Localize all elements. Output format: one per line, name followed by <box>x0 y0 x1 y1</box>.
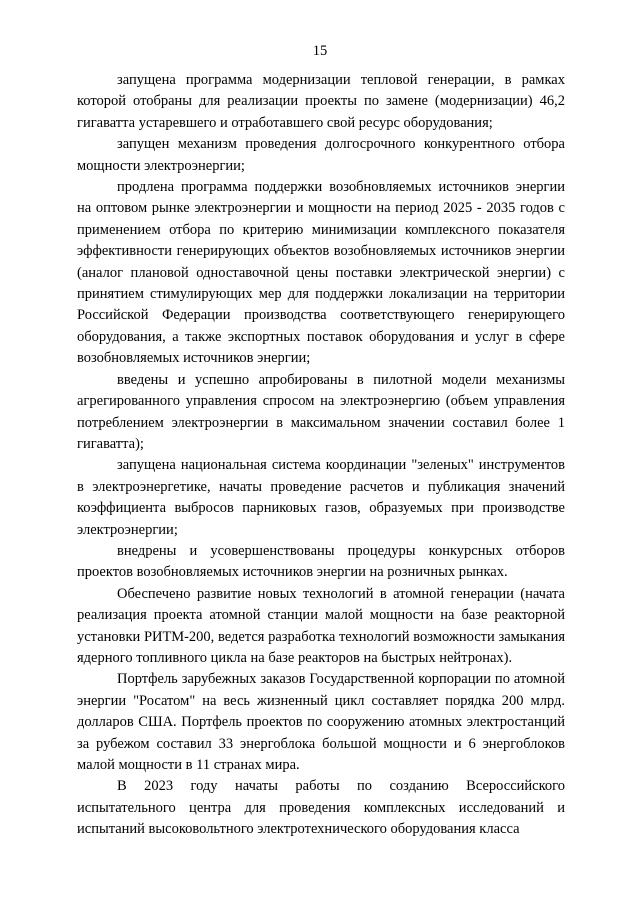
body-text <box>77 70 565 841</box>
paragraph: В 2023 году начаты работы по созданию Всероссийского испытательного центра для проведения комплексных исследований и испытаний высоковольтного электротехнического оборудования класса <box>77 778 565 838</box>
paragraph: введены и успешно апробированы в пилотной модели механизмы агрегированного управления спросом на электроэнергию (объем управления потреблением электроэнергии в максимальном значении составил более 1 гигаватта); <box>77 371 565 452</box>
paragraph: Обеспечено развитие новых технологий в атомной генерации (начата реализация проекта атомной станции малой мощности на базе реакторной установки РИТМ-200, ведется разработка технологий возможности замыкания ядерного топливного цикла на базе реакторов на быстрых нейтронах). <box>77 585 565 666</box>
paragraph: запущена программа модернизации тепловой генерации, в рамках которой отобраны для реализации проекты по замене (модернизации) 46,2 гигаватта устаревшего и отработавшего свой ресурс оборудования; <box>77 72 565 131</box>
page-number: 15 <box>312 43 328 59</box>
paragraph: продлена программа поддержки возобновляемых источников энергии на оптовом рынке электроэнергии и мощности на период 2025 - 2035 годов с применением отбора по критерию минимизации комплексного показателя эффективности генерирующих объектов возобновляемых источников энергии (аналог плановой одноставочной цены поставки электрической энергии) с принятием стимулирующих мер для поддержки локализации на территории Российской Федерации производства соответствующего генерирующего оборудования, а также экспортных поставок оборудования и услуг в сфере возобновляемых источников энергии; <box>77 179 565 367</box>
paragraph: внедрены и усовершенствованы процедуры конкурсных отборов проектов возобновляемых источников энергии на розничных рынках. <box>77 542 565 581</box>
paragraph: запущен механизм проведения долгосрочного конкурентного отбора мощности электроэнергии; <box>77 136 565 174</box>
paragraph: запущена национальная система координации "зеленых" инструментов в электроэнергетике, начаты проведение расчетов и публикация значений коэффициента выбросов парниковых газов, образуемых при производстве электроэнергии; <box>77 457 565 538</box>
paragraph: Портфель зарубежных заказов Государственной корпорации по атомной энергии "Росатом" на весь жизненный цикл составляет порядка 200 млрд. долларов США. Портфель проектов по сооружению атомных электростанций за рубежом составил 33 энергоблока большой мощности и 6 энергоблоков малой мощности в 11 странах мира. <box>77 671 565 773</box>
